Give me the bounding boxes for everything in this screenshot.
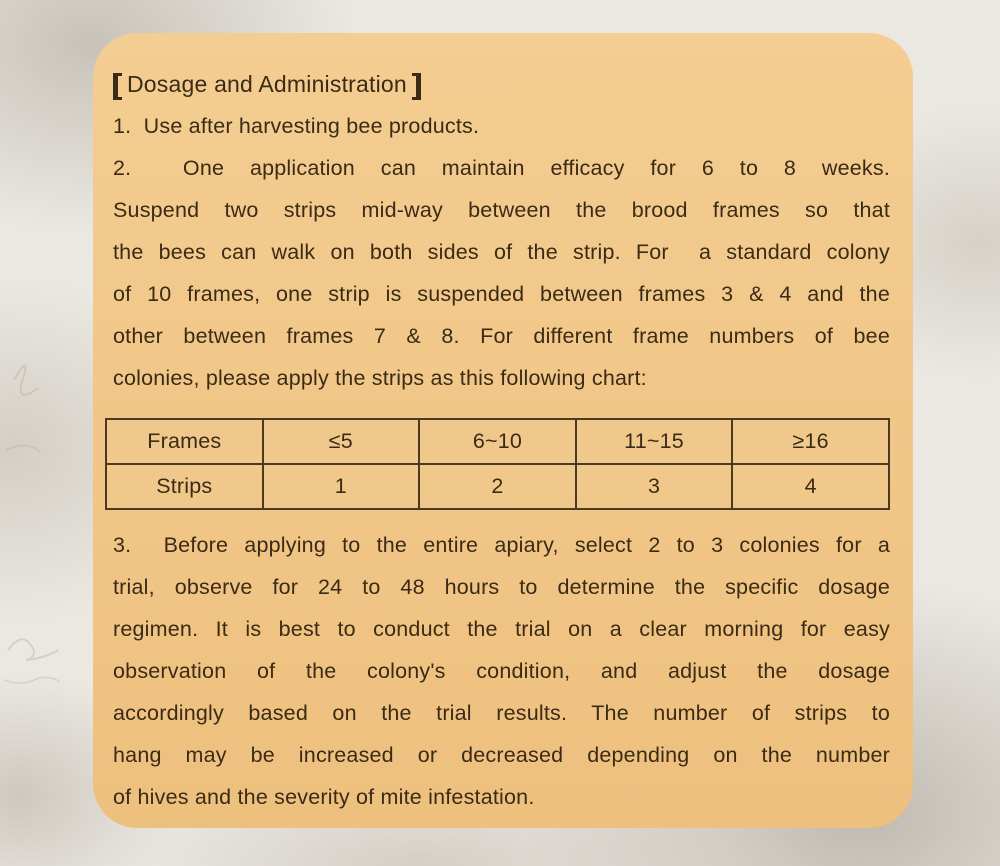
text-line: accordingly based on the trial results. The number of strips to bbox=[113, 701, 890, 725]
table-cell: 3 bbox=[576, 464, 733, 509]
section-title-text: Dosage and Administration bbox=[127, 71, 407, 97]
table-cell: 2 bbox=[419, 464, 576, 509]
text-line: regimen. It is best to conduct the trial on a clear morning for easy bbox=[113, 617, 890, 641]
table-cell: Strips bbox=[106, 464, 263, 509]
table-cell: 11~15 bbox=[576, 419, 733, 464]
text-line: trial, observe for 24 to 48 hours to determine the specific dosage bbox=[113, 575, 890, 599]
table-cell: 1 bbox=[263, 464, 420, 509]
text-line: observation of the colony's condition, and adjust the dosage bbox=[113, 659, 890, 683]
table-row-strips bbox=[106, 464, 889, 509]
section-title bbox=[113, 63, 890, 105]
dosage-card bbox=[93, 33, 913, 828]
text-line: other between frames 7 & 8. For different frame numbers of bee bbox=[113, 324, 890, 348]
table-row-frames bbox=[106, 419, 889, 464]
table-cell: ≥16 bbox=[732, 419, 889, 464]
text-line: of hives and the severity of mite infestation. bbox=[113, 785, 535, 809]
text-line: Suspend two strips mid-way between the brood frames so that bbox=[113, 198, 890, 222]
dosage-item-1: 1. Use after harvesting bee products. bbox=[113, 114, 480, 138]
text-line: 3. Before applying to the entire apiary, select 2 to 3 colonies for a bbox=[113, 533, 890, 557]
table-cell: 6~10 bbox=[419, 419, 576, 464]
table-cell: ≤5 bbox=[263, 419, 420, 464]
table-cell: 4 bbox=[732, 464, 889, 509]
dosage-paragraph-3 bbox=[113, 524, 890, 818]
text-line: hang may be increased or decreased depending on the number bbox=[113, 743, 890, 767]
text-line: the bees can walk on both sides of the strip. For a standard colony bbox=[113, 240, 890, 264]
text-line: of 10 frames, one strip is suspended between frames 3 & 4 and the bbox=[113, 282, 890, 306]
text-line: 2. One application can maintain efficacy for 6 to 8 weeks. bbox=[113, 156, 890, 180]
table-cell: Frames bbox=[106, 419, 263, 464]
dosage-paragraph-2 bbox=[113, 147, 890, 399]
right-lenticular-bracket-icon bbox=[412, 73, 421, 100]
text-line: colonies, please apply the strips as this following chart: bbox=[113, 366, 647, 390]
frames-strips-table bbox=[105, 418, 890, 510]
left-lenticular-bracket-icon bbox=[113, 73, 122, 100]
